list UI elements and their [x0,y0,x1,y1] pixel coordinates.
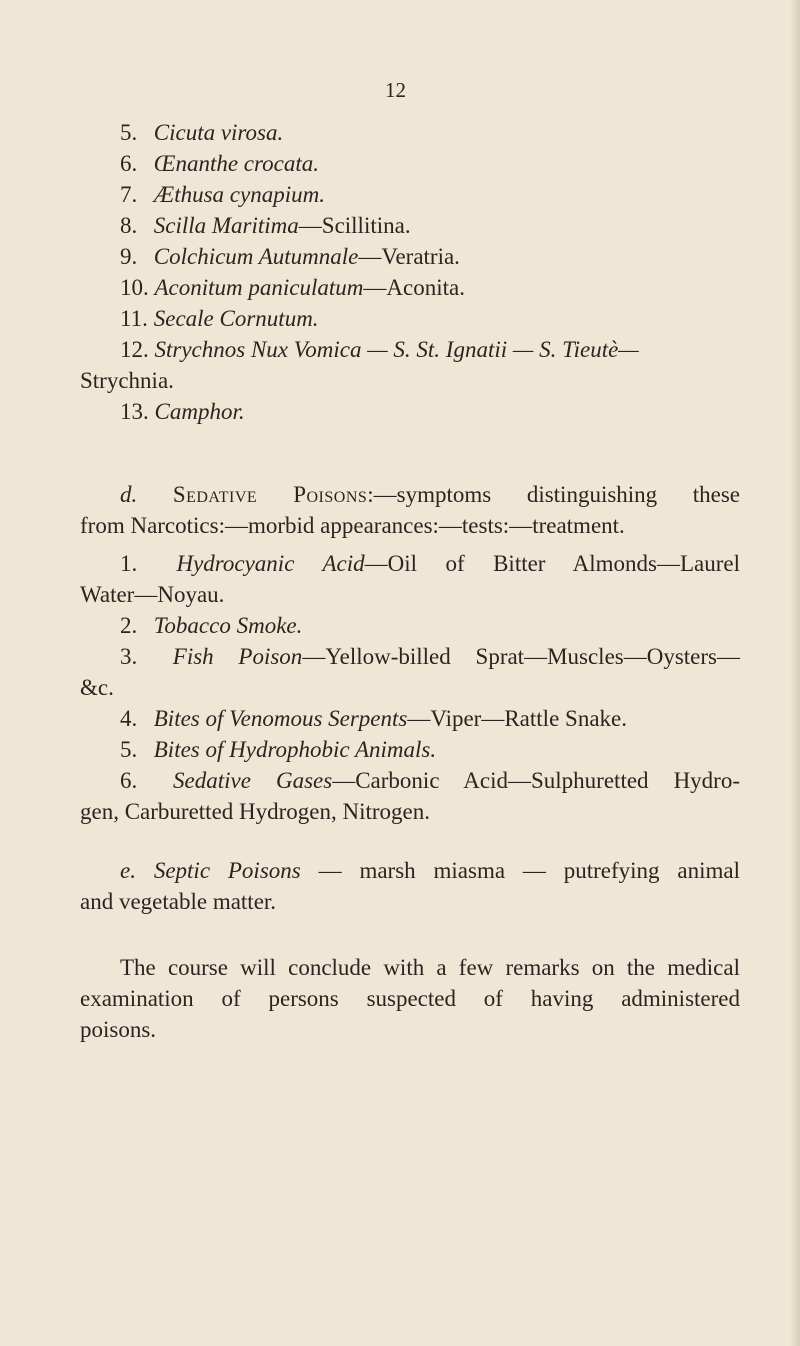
page-edge-shadow [790,0,800,1346]
list-item: 12. Strychnos Nux Vomica — S. St. Ignatii — S. Tieutè— [120,337,639,362]
list-item: 5. Cicuta virosa. [120,120,284,145]
section-septic-poisons [80,855,740,917]
list-item: 1. Hydrocyanic Acid—Oil of Bitter Almonds—Laurel [120,551,741,576]
list-item-continuation: &c. [80,675,114,700]
list-item: 3. Fish Poison—Yellow-billed Sprat—Muscles—Oysters— [120,644,740,669]
paragraph-line: poisons. [80,1017,157,1042]
poison-list-continued [80,117,740,427]
list-item: 5. Bites of Hydrophobic Animals. [120,737,437,762]
section-heading: d. Sedative Poisons:—symptoms distinguishing these [120,482,740,507]
section-text: from Narcotics:—morbid appearances:—tests:—treatment. [80,513,625,538]
list-item: 6. Œnanthe crocata. [120,151,319,176]
list-item: 2. Tobacco Smoke. [120,613,303,638]
list-item: 10. Aconitum paniculatum—Aconita. [120,275,465,300]
section-heading: e. Septic Poisons — marsh miasma — putrefying animal [120,858,741,883]
list-item: 6. Sedative Gases—Carbonic Acid—Sulphuretted Hydro- [120,768,741,793]
list-item: 11. Secale Cornutum. [120,306,319,331]
section-text: and vegetable matter. [80,889,277,914]
list-item-continuation: gen, Carburetted Hydrogen, Nitrogen. [80,799,431,824]
paragraph-line: examination of persons suspected of having administered [80,986,740,1011]
list-item-continuation: Strychnia. [80,368,174,393]
page-number: 12 [385,78,406,102]
paragraph-line: The course will conclude with a few remarks on the medical [120,955,740,980]
section-sedative-poisons [80,479,740,541]
list-item-continuation: Water—Noyau. [80,582,225,607]
closing-paragraph [80,952,740,1045]
list-item: 7. Æthusa cynapium. [120,182,325,207]
list-item: 13. Camphor. [120,399,245,424]
list-item: 4. Bites of Venomous Serpents—Viper—Rattle Snake. [120,706,627,731]
list-item: 9. Colchicum Autumnale—Veratria. [120,244,460,269]
sedative-poison-list [80,548,740,827]
list-item: 8. Scilla Maritima—Scillitina. [120,213,411,238]
